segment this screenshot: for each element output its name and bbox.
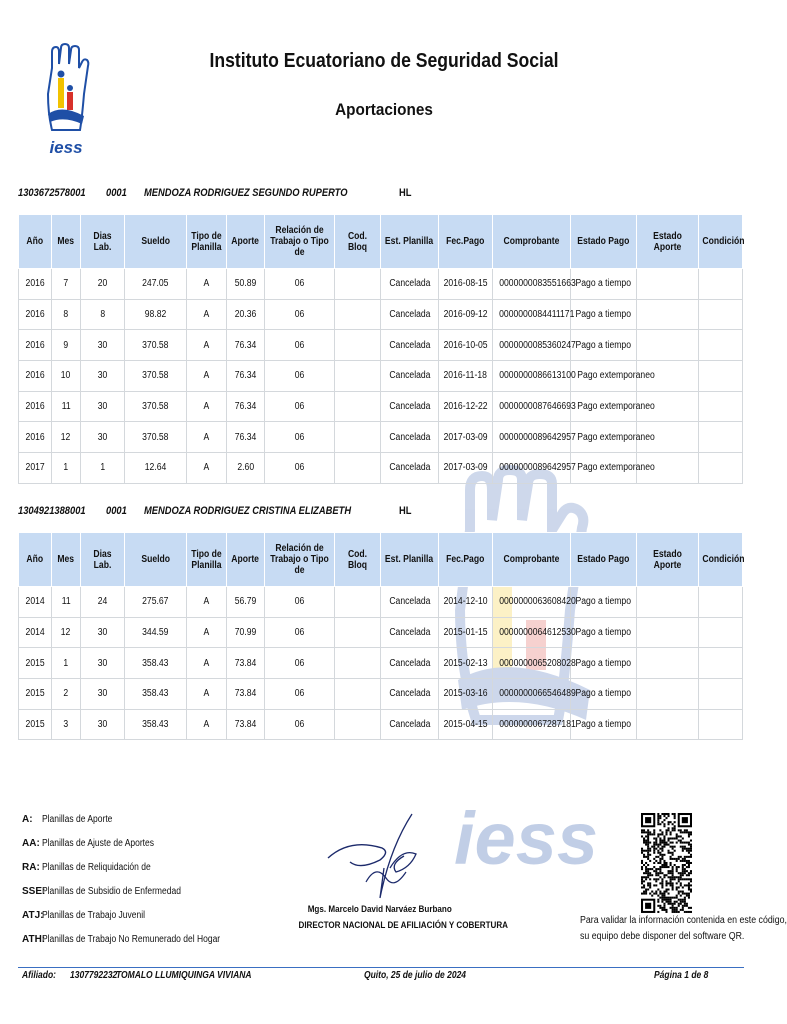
col-fec-pago: 2016-11-18 [439, 361, 493, 392]
col-fec-pago: 2017-03-09 [439, 422, 493, 453]
table-row [19, 587, 743, 618]
column-header-fec-pago: Fec.Pago [439, 533, 493, 587]
col-relacion-trabajo: 06 [265, 422, 335, 453]
col-est-planilla: Cancelada [381, 269, 439, 300]
employer-ruc: 1304921388001 [18, 505, 86, 517]
col-dias-lab: 20 [81, 269, 125, 300]
col-estado-pago: Pago a tiempo [571, 269, 637, 300]
column-header-comprobante: Comprobante [493, 215, 571, 269]
employer-branch: 0001 [106, 187, 127, 199]
col-aporte: 73.84 [227, 679, 265, 710]
col-fec-pago: 2014-12-10 [439, 587, 493, 618]
col-relacion-trabajo: 06 [265, 617, 335, 648]
col-mes: 11 [52, 587, 81, 618]
column-header-relacion-trabajo: Relación de Trabajo o Tipo de [265, 215, 335, 269]
col-dias-lab: 30 [81, 391, 125, 422]
col-sueldo: 370.58 [125, 391, 187, 422]
col-aporte: 70.99 [227, 617, 265, 648]
col-comprobante: 0000000084411171 [493, 299, 571, 330]
col-aporte: 56.79 [227, 587, 265, 618]
col-est-planilla: Cancelada [381, 709, 439, 740]
col-est-planilla: Cancelada [381, 330, 439, 361]
col-relacion-trabajo: 06 [265, 269, 335, 300]
column-header-anio: Año [19, 533, 52, 587]
column-header-estado-aporte: Estado Aporte [637, 215, 699, 269]
col-est-planilla: Cancelada [381, 453, 439, 484]
col-anio: 2015 [19, 648, 52, 679]
signer-role: DIRECTOR NACIONAL DE AFILIACIÓN Y COBERTURA [298, 920, 509, 931]
col-sueldo: 98.82 [125, 299, 187, 330]
qr-note-line-1: Para validar la información contenida en este código, [580, 915, 787, 926]
col-estado-pago: Pago a tiempo [571, 617, 637, 648]
col-relacion-trabajo: 06 [265, 453, 335, 484]
qr-note-line-2: su equipo debe disponer del software QR. [580, 931, 745, 942]
col-sueldo: 370.58 [125, 330, 187, 361]
col-comprobante: 0000000087646693 [493, 391, 571, 422]
col-aporte: 2.60 [227, 453, 265, 484]
col-fec-pago: 2015-03-16 [439, 679, 493, 710]
col-cod-bloq [335, 361, 381, 392]
table-row [19, 709, 743, 740]
col-comprobante: 0000000089642957 [493, 422, 571, 453]
legend-description: Planillas de Trabajo Juvenil [42, 910, 146, 921]
column-header-condicion: Condición [699, 215, 743, 269]
column-header-dias-lab: Dias Lab. [81, 215, 125, 269]
column-header-aporte: Aporte [227, 215, 265, 269]
table-row [19, 453, 743, 484]
col-fec-pago: 2016-12-22 [439, 391, 493, 422]
page-title: Instituto Ecuatoriano de Seguridad Social [209, 50, 559, 72]
col-estado-aporte [637, 617, 699, 648]
contributions-table [18, 214, 743, 484]
logo-text: iess [49, 138, 83, 157]
col-relacion-trabajo: 06 [265, 330, 335, 361]
col-estado-aporte [637, 648, 699, 679]
col-mes: 7 [52, 269, 81, 300]
column-header-mes: Mes [52, 533, 81, 587]
legend-code: RA: [22, 862, 40, 873]
table-row [19, 422, 743, 453]
col-relacion-trabajo: 06 [265, 709, 335, 740]
footer-divider [18, 967, 744, 968]
col-comprobante: 0000000089642957 [493, 453, 571, 484]
employer-name: MENDOZA RODRIGUEZ CRISTINA ELIZABETH [144, 505, 352, 517]
col-tipo-planilla: A [187, 330, 227, 361]
col-tipo-planilla: A [187, 648, 227, 679]
col-dias-lab: 30 [81, 361, 125, 392]
iess-wordmark [448, 797, 604, 880]
col-dias-lab: 8 [81, 299, 125, 330]
table-row [19, 679, 743, 710]
legend-description: Planillas de Ajuste de Aportes [42, 838, 155, 849]
col-anio: 2016 [19, 269, 52, 300]
table-row [19, 617, 743, 648]
contributions-table [18, 532, 743, 740]
legend-code: SSE: [22, 886, 46, 897]
col-comprobante: 0000000086613100 [493, 361, 571, 392]
col-anio: 2016 [19, 330, 52, 361]
col-fec-pago: 2016-10-05 [439, 330, 493, 361]
footer-affiliate-name: TOMALO LLUMIQUINGA VIVIANA [116, 970, 252, 981]
col-dias-lab: 30 [81, 422, 125, 453]
col-mes: 9 [52, 330, 81, 361]
col-tipo-planilla: A [187, 587, 227, 618]
col-sueldo: 358.43 [125, 679, 187, 710]
col-cod-bloq [335, 617, 381, 648]
col-mes: 11 [52, 391, 81, 422]
col-cod-bloq [335, 391, 381, 422]
col-relacion-trabajo: 06 [265, 648, 335, 679]
col-dias-lab: 24 [81, 587, 125, 618]
col-estado-pago: Pago extemporaneo [571, 453, 637, 484]
col-sueldo: 370.58 [125, 422, 187, 453]
col-mes: 1 [52, 453, 81, 484]
col-condicion [699, 391, 743, 422]
col-estado-aporte [637, 269, 699, 300]
col-anio: 2016 [19, 422, 52, 453]
col-fec-pago: 2015-04-15 [439, 709, 493, 740]
col-cod-bloq [335, 648, 381, 679]
column-header-condicion: Condición [699, 533, 743, 587]
col-relacion-trabajo: 06 [265, 391, 335, 422]
col-est-planilla: Cancelada [381, 361, 439, 392]
col-aporte: 73.84 [227, 709, 265, 740]
col-condicion [699, 617, 743, 648]
employer-type: HL [399, 505, 412, 517]
col-dias-lab: 1 [81, 453, 125, 484]
col-mes: 8 [52, 299, 81, 330]
table-row [19, 648, 743, 679]
qr-code [641, 813, 692, 913]
col-relacion-trabajo: 06 [265, 587, 335, 618]
col-est-planilla: Cancelada [381, 587, 439, 618]
legend-code: AA: [22, 838, 40, 849]
column-header-estado-pago: Estado Pago [571, 215, 637, 269]
col-comprobante: 0000000065208028 [493, 648, 571, 679]
col-mes: 12 [52, 422, 81, 453]
column-header-anio: Año [19, 215, 52, 269]
col-relacion-trabajo: 06 [265, 679, 335, 710]
table-row [19, 361, 743, 392]
col-relacion-trabajo: 06 [265, 361, 335, 392]
col-aporte: 73.84 [227, 648, 265, 679]
col-estado-aporte [637, 330, 699, 361]
col-fec-pago: 2015-02-13 [439, 648, 493, 679]
col-cod-bloq [335, 679, 381, 710]
col-sueldo: 275.67 [125, 587, 187, 618]
col-mes: 1 [52, 648, 81, 679]
col-aporte: 76.34 [227, 391, 265, 422]
column-header-estado-pago: Estado Pago [571, 533, 637, 587]
column-header-est-planilla: Est. Planilla [381, 533, 439, 587]
col-anio: 2016 [19, 299, 52, 330]
col-aporte: 50.89 [227, 269, 265, 300]
column-header-sueldo: Sueldo [125, 215, 187, 269]
col-cod-bloq [335, 422, 381, 453]
col-tipo-planilla: A [187, 453, 227, 484]
col-tipo-planilla: A [187, 361, 227, 392]
column-header-mes: Mes [52, 215, 81, 269]
col-cod-bloq [335, 709, 381, 740]
col-cod-bloq [335, 269, 381, 300]
employer-ruc: 1303672578001 [18, 187, 86, 199]
col-mes: 10 [52, 361, 81, 392]
table-row [19, 269, 743, 300]
col-dias-lab: 30 [81, 330, 125, 361]
employer-name: MENDOZA RODRIGUEZ SEGUNDO RUPERTO [144, 187, 348, 199]
col-condicion [699, 422, 743, 453]
col-sueldo: 358.43 [125, 648, 187, 679]
table-row [19, 330, 743, 361]
col-fec-pago: 2015-01-15 [439, 617, 493, 648]
col-estado-pago: Pago a tiempo [571, 648, 637, 679]
col-dias-lab: 30 [81, 648, 125, 679]
employer-type: HL [399, 187, 412, 199]
col-comprobante: 0000000064612530 [493, 617, 571, 648]
column-header-est-planilla: Est. Planilla [381, 215, 439, 269]
col-dias-lab: 30 [81, 709, 125, 740]
col-est-planilla: Cancelada [381, 648, 439, 679]
col-comprobante: 0000000083551663 [493, 269, 571, 300]
legend-description: Planillas de Reliquidación de [42, 862, 151, 873]
col-anio: 2015 [19, 679, 52, 710]
col-aporte: 76.34 [227, 330, 265, 361]
col-tipo-planilla: A [187, 391, 227, 422]
column-header-dias-lab: Dias Lab. [81, 533, 125, 587]
col-sueldo: 358.43 [125, 709, 187, 740]
col-sueldo: 247.05 [125, 269, 187, 300]
col-condicion [699, 299, 743, 330]
footer-place-date: Quito, 25 de julio de 2024 [364, 970, 467, 981]
column-header-fec-pago: Fec.Pago [439, 215, 493, 269]
col-sueldo: 12.64 [125, 453, 187, 484]
handwritten-signature [320, 808, 430, 904]
col-fec-pago: 2016-08-15 [439, 269, 493, 300]
col-anio: 2017 [19, 453, 52, 484]
legend-description: Planillas de Trabajo No Remunerado del Hogar [42, 934, 221, 945]
col-mes: 2 [52, 679, 81, 710]
footer-affiliate-id: 1307792232 [70, 970, 118, 981]
col-tipo-planilla: A [187, 617, 227, 648]
column-header-sueldo: Sueldo [125, 533, 187, 587]
col-aporte: 20.36 [227, 299, 265, 330]
col-tipo-planilla: A [187, 299, 227, 330]
col-relacion-trabajo: 06 [265, 299, 335, 330]
col-dias-lab: 30 [81, 679, 125, 710]
col-sueldo: 370.58 [125, 361, 187, 392]
col-cod-bloq [335, 299, 381, 330]
col-condicion [699, 453, 743, 484]
svg-text:iess: iess [453, 797, 599, 880]
col-comprobante: 0000000066546489 [493, 679, 571, 710]
col-comprobante: 0000000067287181 [493, 709, 571, 740]
col-mes: 12 [52, 617, 81, 648]
col-estado-pago: Pago extemporaneo [571, 391, 637, 422]
column-header-tipo-planilla: Tipo de Planilla [187, 533, 227, 587]
col-condicion [699, 679, 743, 710]
col-estado-pago: Pago a tiempo [571, 679, 637, 710]
col-estado-pago: Pago a tiempo [571, 587, 637, 618]
col-condicion [699, 587, 743, 618]
col-aporte: 76.34 [227, 361, 265, 392]
col-tipo-planilla: A [187, 269, 227, 300]
col-estado-aporte [637, 679, 699, 710]
col-anio: 2015 [19, 709, 52, 740]
col-cod-bloq [335, 330, 381, 361]
col-est-planilla: Cancelada [381, 617, 439, 648]
column-header-tipo-planilla: Tipo de Planilla [187, 215, 227, 269]
col-cod-bloq [335, 587, 381, 618]
legend-code: ATJ: [22, 910, 44, 921]
legend-code: ATH: [22, 934, 46, 945]
legend-description: Planillas de Subsidio de Enfermedad [42, 886, 181, 897]
column-header-aporte: Aporte [227, 533, 265, 587]
legend-code: A: [22, 814, 33, 825]
column-header-cod-bloq: Cod. Bloq [335, 533, 381, 587]
col-fec-pago: 2017-03-09 [439, 453, 493, 484]
col-estado-pago: Pago a tiempo [571, 299, 637, 330]
column-header-estado-aporte: Estado Aporte [637, 533, 699, 587]
signer-name: Mgs. Marcelo David Narváez Burbano [307, 904, 453, 915]
col-condicion [699, 269, 743, 300]
col-est-planilla: Cancelada [381, 299, 439, 330]
col-estado-pago: Pago extemporaneo [571, 422, 637, 453]
page-subtitle: Aportaciones [335, 100, 433, 119]
col-condicion [699, 330, 743, 361]
col-estado-pago: Pago extemporaneo [571, 361, 637, 392]
col-fec-pago: 2016-09-12 [439, 299, 493, 330]
col-sueldo: 344.59 [125, 617, 187, 648]
col-comprobante: 0000000085360247 [493, 330, 571, 361]
col-mes: 3 [52, 709, 81, 740]
col-tipo-planilla: A [187, 709, 227, 740]
footer-affiliate-label: Afiliado: [22, 970, 56, 981]
col-condicion [699, 709, 743, 740]
col-anio: 2016 [19, 391, 52, 422]
col-tipo-planilla: A [187, 679, 227, 710]
col-anio: 2014 [19, 617, 52, 648]
col-aporte: 76.34 [227, 422, 265, 453]
column-header-cod-bloq: Cod. Bloq [335, 215, 381, 269]
table-row [19, 391, 743, 422]
col-estado-aporte [637, 299, 699, 330]
footer-page-number: Página 1 de 8 [654, 970, 709, 981]
col-estado-aporte [637, 709, 699, 740]
col-comprobante: 0000000063608420 [493, 587, 571, 618]
legend-description: Planillas de Aporte [42, 814, 113, 825]
table-header-row [19, 215, 743, 269]
employer-branch: 0001 [106, 505, 127, 517]
col-estado-pago: Pago a tiempo [571, 330, 637, 361]
col-anio: 2014 [19, 587, 52, 618]
col-cod-bloq [335, 453, 381, 484]
col-est-planilla: Cancelada [381, 422, 439, 453]
table-header-row [19, 533, 743, 587]
col-estado-pago: Pago a tiempo [571, 709, 637, 740]
col-condicion [699, 361, 743, 392]
col-tipo-planilla: A [187, 422, 227, 453]
col-dias-lab: 30 [81, 617, 125, 648]
col-condicion [699, 648, 743, 679]
col-estado-aporte [637, 587, 699, 618]
column-header-relacion-trabajo: Relación de Trabajo o Tipo de [265, 533, 335, 587]
col-est-planilla: Cancelada [381, 391, 439, 422]
table-row [19, 299, 743, 330]
column-header-comprobante: Comprobante [493, 533, 571, 587]
col-anio: 2016 [19, 361, 52, 392]
col-est-planilla: Cancelada [381, 679, 439, 710]
